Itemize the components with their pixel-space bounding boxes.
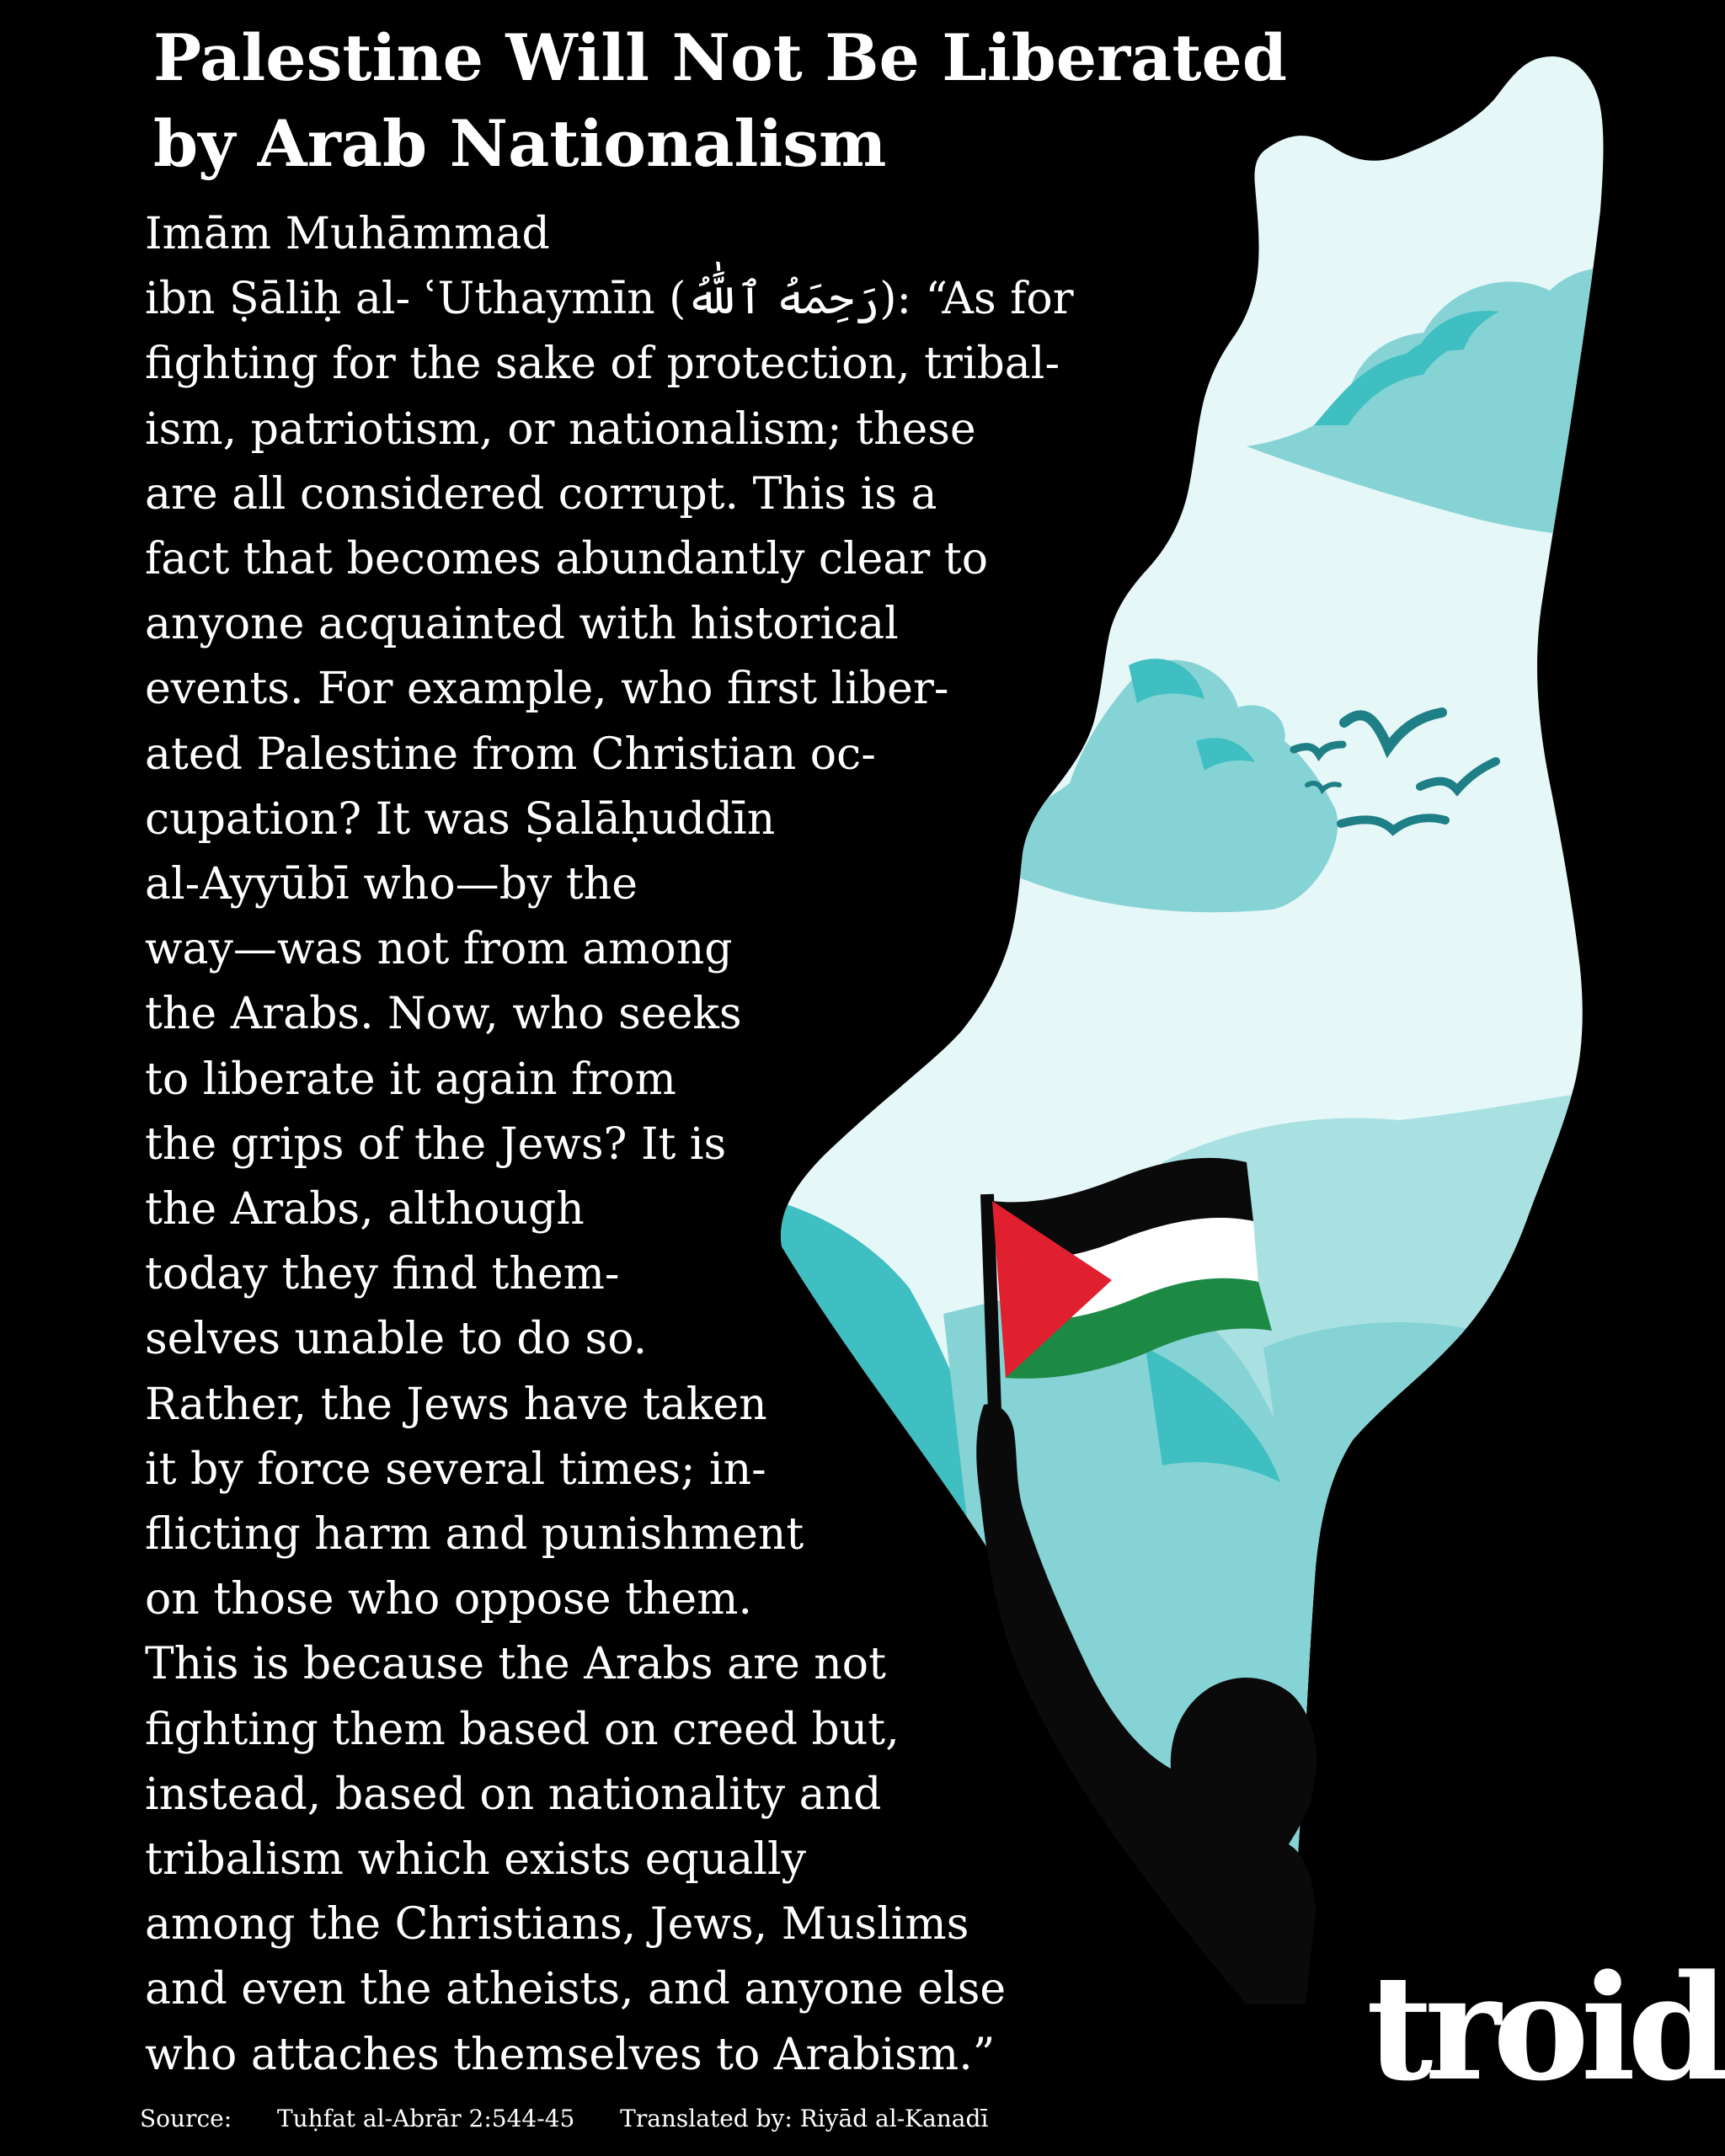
quote-line: tribalism which exists equally <box>145 1834 806 1886</box>
hill-far <box>1263 1322 1634 2021</box>
quote-line: who attaches themselves to Arabism.” <box>145 2029 996 2080</box>
quote-line: events. For example, who first liber- <box>145 664 949 715</box>
troid-logo: troid <box>1366 1942 1721 2113</box>
translator-credit: Translated by: Riyād al-Kanadī <box>620 2105 989 2132</box>
quote-line: are all considered corrupt. This is a <box>145 468 937 520</box>
quote-line: the grips of the Jews? It is <box>145 1118 727 1170</box>
quote-line: fighting for the sake of protection, tribal- <box>145 339 1060 390</box>
title-line-2: by Arab Nationalism <box>153 106 887 181</box>
source-citation <box>140 2102 988 2136</box>
quote-line: This is because the Arabs are not <box>145 1639 886 1690</box>
quote-line: among the Christians, Jews, Muslims <box>145 1899 969 1951</box>
quote-line: the Arabs, although <box>145 1184 585 1235</box>
quote-line: cupation? It was Ṣalāḥuddīn <box>145 793 776 845</box>
quote-line: ated Palestine from Christian oc- <box>145 728 876 780</box>
quote-line: ibn Ṣāliḥ al- ʿUthaymīn (رَحِمَهُ ٱللَّٰهُ): “As for <box>145 274 1074 325</box>
quote-line: to liberate it again from <box>145 1054 676 1105</box>
quote-line: and even the atheists, and anyone else <box>145 1964 1007 2015</box>
quote-line: selves unable to do so. <box>145 1314 648 1365</box>
quote-line: on those who oppose them. <box>145 1574 753 1625</box>
quote-line: ism, patriotism, or nationalism; these <box>145 403 976 455</box>
quote-line: way—was not from among <box>145 924 733 975</box>
quote-line: instead, based on nationality and <box>145 1769 882 1820</box>
quote-text <box>145 202 1139 2088</box>
page-title <box>153 15 1287 187</box>
source-reference: Tuḥfat al-Abrār 2:544-45 <box>276 2105 575 2132</box>
quote-line: flicting harm and punishment <box>145 1509 804 1561</box>
quote-line: fighting them based on creed but, <box>145 1704 900 1755</box>
quote-line: Imām Muhāmmad <box>145 209 550 259</box>
quote-line: today they find them- <box>145 1249 620 1300</box>
quote-line: anyone acquainted with historical <box>145 599 899 650</box>
quote-line: fact that becomes abundantly clear to <box>145 534 988 585</box>
quote-line: it by force several times; in- <box>145 1444 766 1495</box>
quote-line: al-Ayyūbī who—by the <box>145 859 638 910</box>
title-line-1: Palestine Will Not Be Liberated <box>153 20 1287 95</box>
quote-line: Rather, the Jews have taken <box>145 1379 767 1430</box>
quote-line: the Arabs. Now, who seeks <box>145 989 742 1040</box>
source-label: Source: <box>140 2105 232 2132</box>
